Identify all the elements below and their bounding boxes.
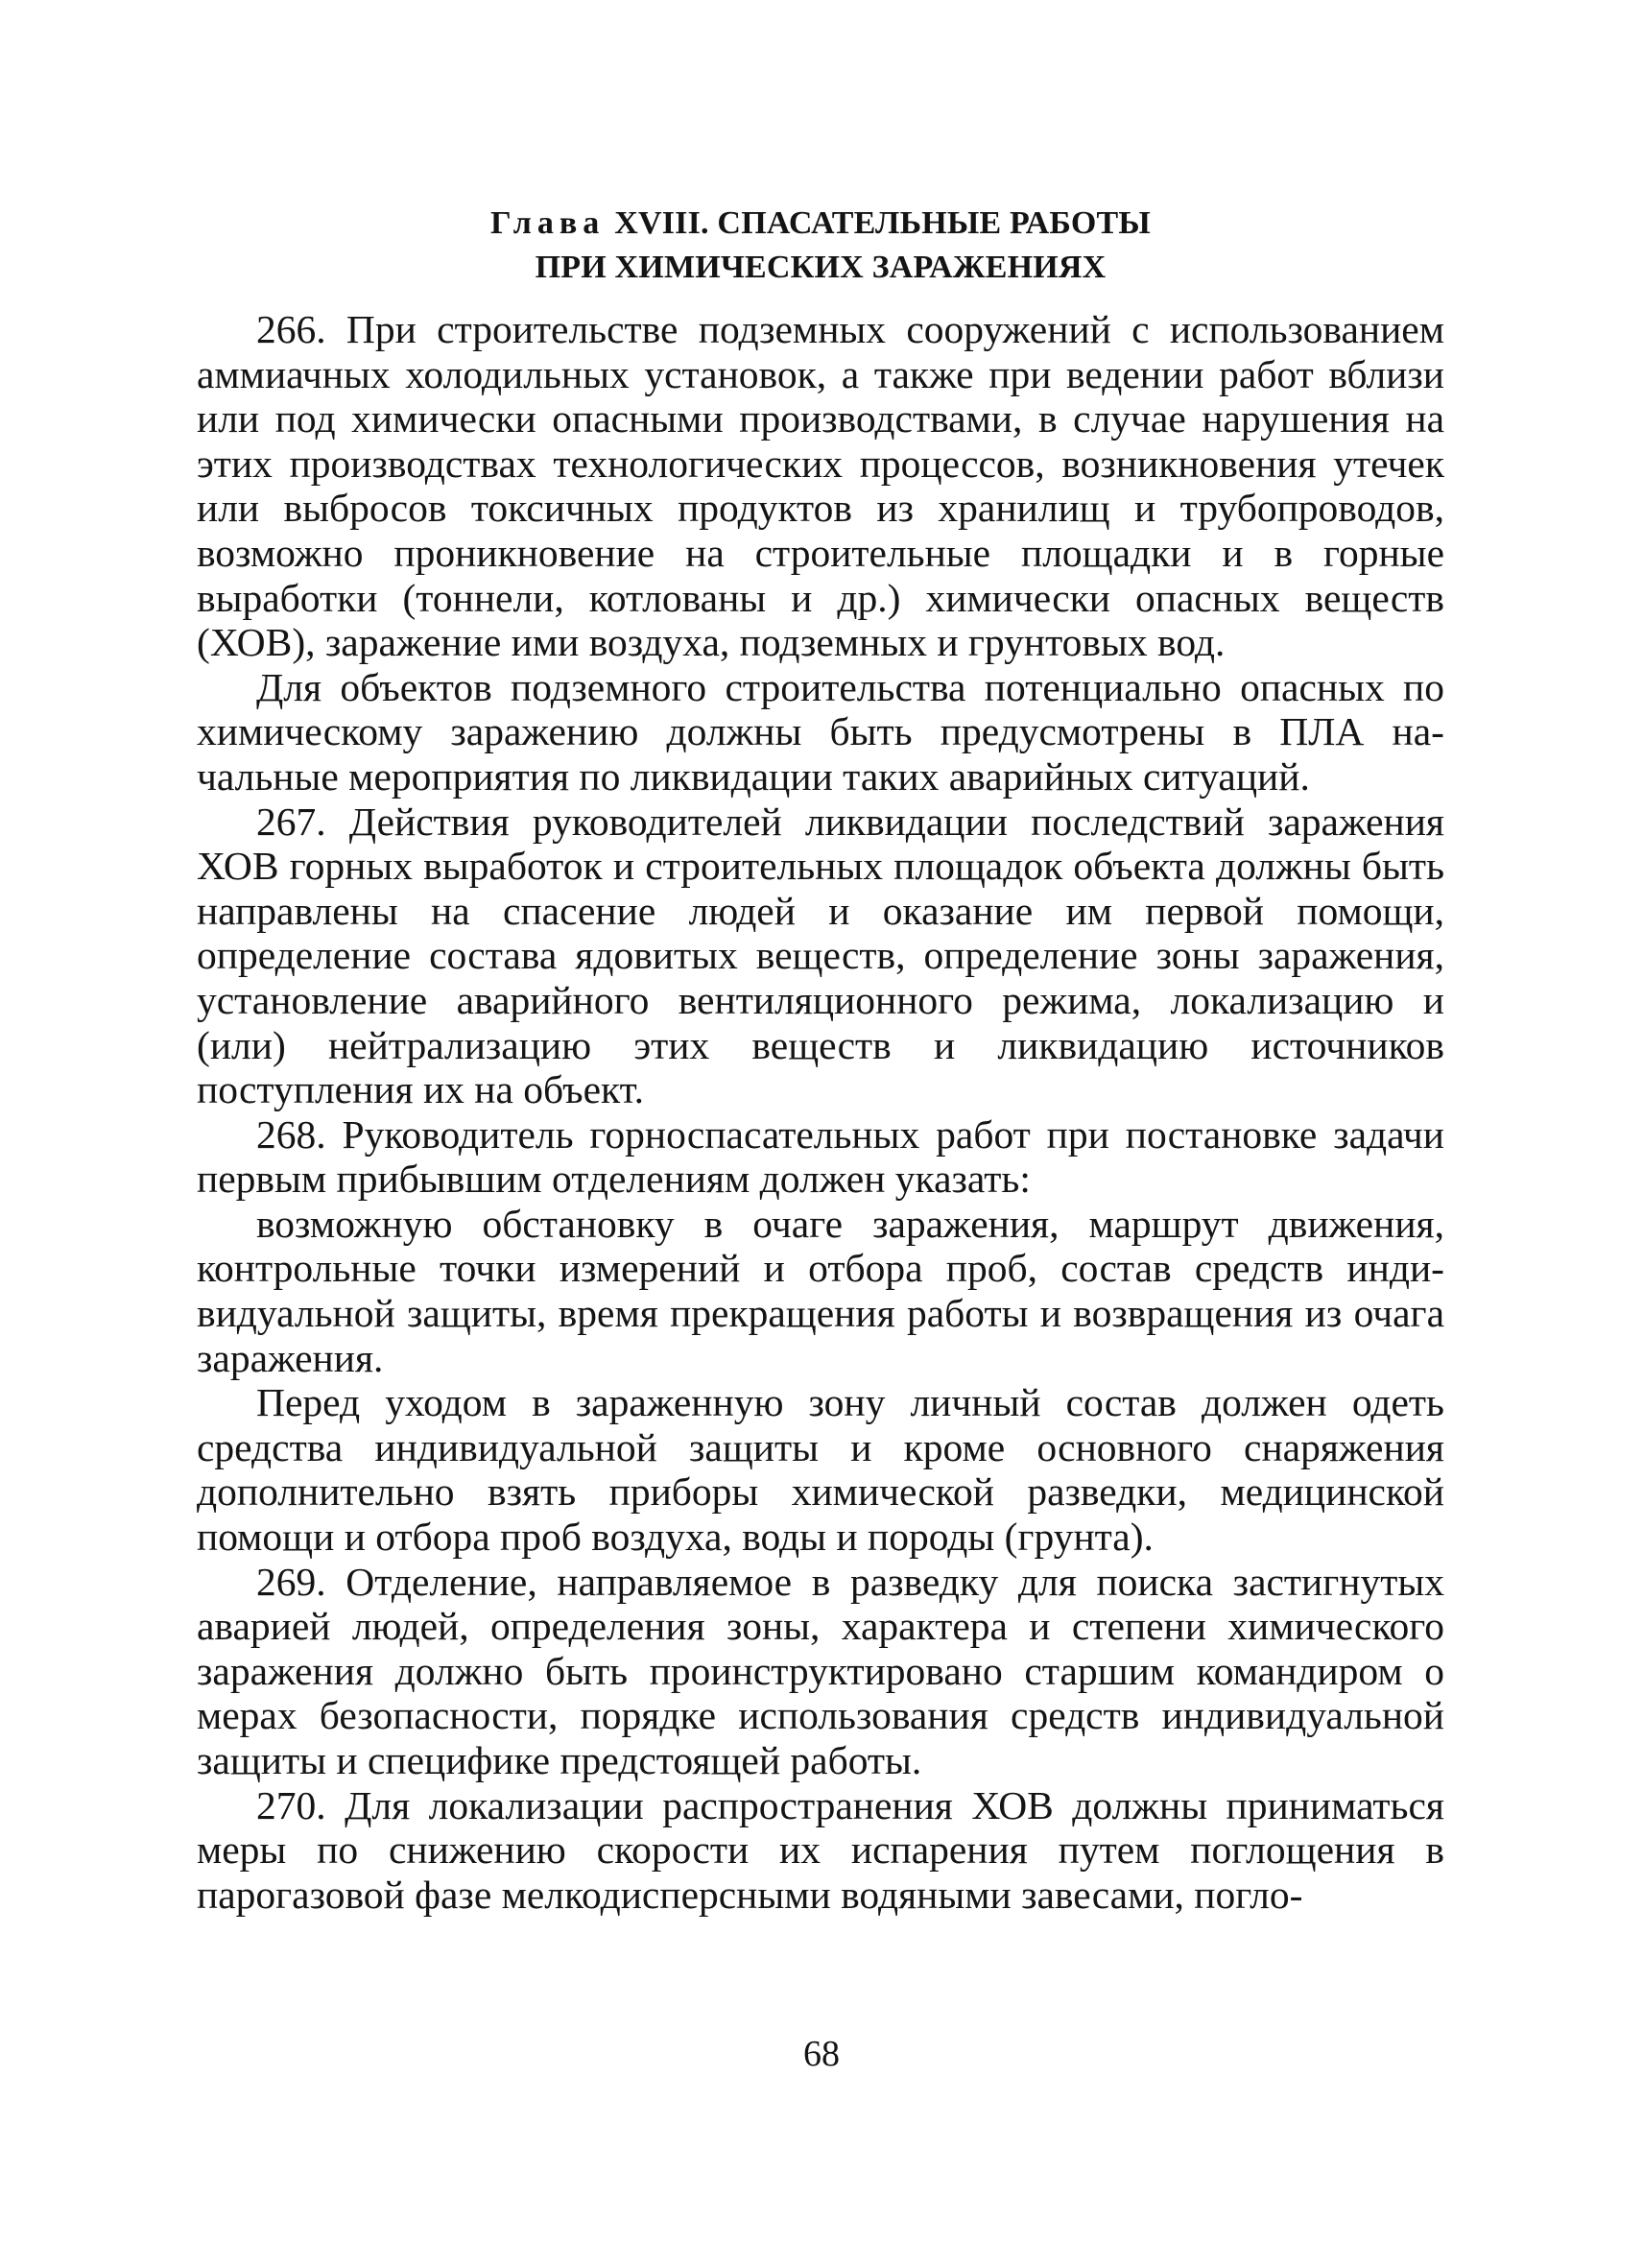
chapter-heading-line-1 (197, 202, 1444, 246)
paragraph-268: 268. Руководитель горноспасательных работ при постановке задачи первым прибывшим отделениям должен указать: (197, 1111, 1444, 1202)
paragraph-267: 267. Действия руководителей ликвидации последствий заражения ХОВ горных выработок и строительных площадок объекта должны быть направлены на спасение людей и оказание им первой помощи, определение состава ядовитых веществ, определение зоны заражения, установление аварийного вентиляционного режима, локализацию и (или) нейтрализацию этих веществ и ликвидацию источников поступления их на объект. (197, 799, 1444, 1112)
paragraph-269: 269. Отделение, направляемое в разведку для поиска застигнутых аварией людей, определения зоны, характера и степени химического заражения должно быть проинструктировано старшим командиром о мерах безопасности, порядке использования средств индивидуальной защиты и специфике предстоящей работы. (197, 1559, 1444, 1782)
page-number: 68 (803, 2034, 840, 2074)
paragraph-270: 270. Для локализации распространения ХОВ должны приниматься меры по снижению скорости их испарения путем поглощения в парогазовой фазе мелкодисперсными водяными завесами, погло- (197, 1782, 1444, 1917)
paragraph-266: 266. При строительстве подземных сооружений с использованием аммиачных холодильных установок, а также при ведении работ вблизи или под химически опасными производствами, в случае нарушения на этих производствах технологических процессов, возникновения утечек или выбросов токсичных продуктов из хранилищ и трубопроводов, возможно проникновение на строительные площадки и в горные выработки (тоннели, котлованы и др.) химически опасных веществ (ХОВ), заражение ими воздуха, подземных и грунтовых вод. (197, 307, 1444, 665)
paragraph-268-continued: Перед уходом в зараженную зону личный состав должен одеть средства индивидуальной защиты и кроме основного снаряжения дополнительно взять приборы химической разведки, медицинской помощи и отбора проб воздуха, воды и породы (грунта). (197, 1380, 1444, 1560)
paragraph-266-continued: Для объектов подземного строительства потенциально опасных по химическому заражению должны быть предусмотрены в ПЛА начальные мероприятия по ликвидации таких аварийных ситуаций. (197, 664, 1444, 799)
paragraph-268-item: возможную обстановку в очаге заражения, маршрут движения, контрольные точки измерений и отбора проб, состав средств индивидуальной защиты, время прекращения работы и возвращения из очага заражения. (197, 1201, 1444, 1380)
chapter-title-line-2: ПРИ ХИМИЧЕСКИХ ЗАРАЖЕНИЯХ (535, 250, 1107, 285)
chapter-heading (197, 202, 1444, 290)
chapter-label: Глава (490, 205, 606, 241)
chapter-title-line-1: XVIII. СПАСАТЕЛЬНЫЕ РАБОТЫ (614, 205, 1151, 241)
body-text (197, 307, 1444, 1917)
